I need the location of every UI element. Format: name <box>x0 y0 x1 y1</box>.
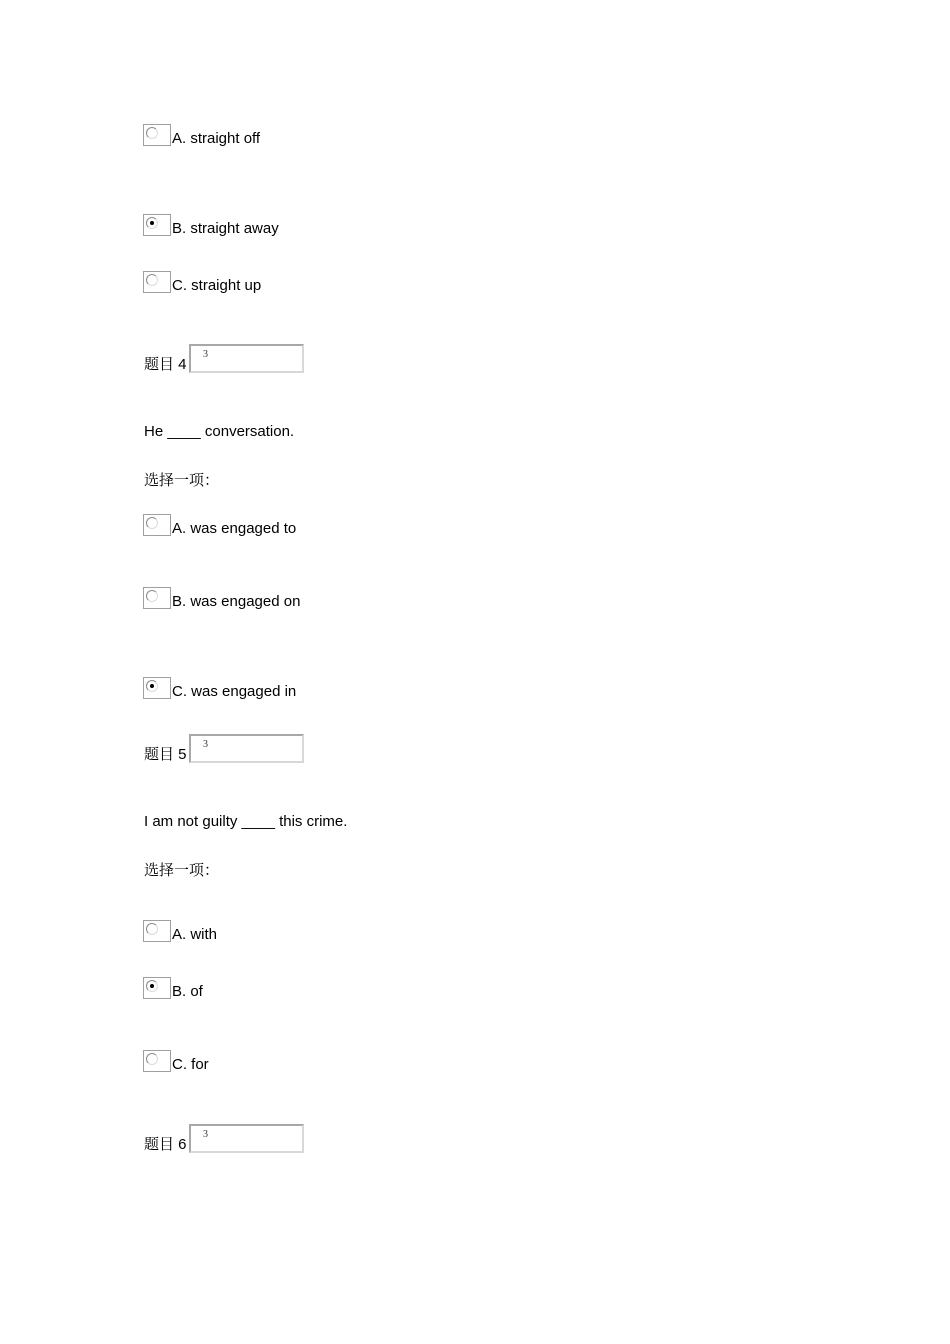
q6-score-field[interactable] <box>189 1124 304 1153</box>
radio-circle-icon <box>146 590 158 602</box>
radio-circle-icon <box>146 127 158 139</box>
q4-option-b-radio[interactable] <box>143 587 171 609</box>
radio-circle-icon <box>146 980 158 992</box>
q4-stem: He ____ conversation. <box>144 423 295 440</box>
q4-option-a-radio[interactable] <box>143 514 171 536</box>
radio-circle-icon <box>146 217 158 229</box>
q3-option-c-label: C. straight up <box>172 277 262 294</box>
q5-option-c-label: C. for <box>172 1056 209 1073</box>
q5-option-b-radio[interactable] <box>143 977 171 999</box>
radio-circle-icon <box>146 680 158 692</box>
radio-circle-icon <box>146 1053 158 1065</box>
q5-option-a-radio[interactable] <box>143 920 171 942</box>
q5-option-c-radio[interactable] <box>143 1050 171 1072</box>
q3-option-b-radio[interactable] <box>143 214 171 236</box>
q3-option-b-label: B. straight away <box>172 220 279 237</box>
radio-circle-icon <box>146 274 158 286</box>
q5-score-field[interactable] <box>189 734 304 763</box>
radio-circle-icon <box>146 517 158 529</box>
q3-option-a-label: A. straight off <box>172 130 261 147</box>
q4-prompt: 选择一项： <box>144 472 220 489</box>
q5-prompt: 选择一项： <box>144 862 220 879</box>
q6-score-value: 3 <box>203 1129 208 1140</box>
q4-option-b-label: B. was engaged on <box>172 593 301 610</box>
q5-option-a-label: A. with <box>172 926 218 943</box>
q4-option-a-label: A. was engaged to <box>172 520 297 537</box>
q5-stem: I am not guilty ____ this crime. <box>144 813 348 830</box>
q4-option-c-label: C. was engaged in <box>172 683 297 700</box>
q4-score-field[interactable] <box>189 344 304 373</box>
q4-score-value: 3 <box>203 349 208 360</box>
q5-option-b-label: B. of <box>172 983 203 1000</box>
q6-title: 题目 6 <box>144 1136 187 1153</box>
q3-option-a-radio[interactable] <box>143 124 171 146</box>
q4-title: 题目 4 <box>144 356 187 373</box>
radio-circle-icon <box>146 923 158 935</box>
q5-score-value: 3 <box>203 739 208 750</box>
q4-option-c-radio[interactable] <box>143 677 171 699</box>
q5-title: 题目 5 <box>144 746 187 763</box>
q3-option-c-radio[interactable] <box>143 271 171 293</box>
